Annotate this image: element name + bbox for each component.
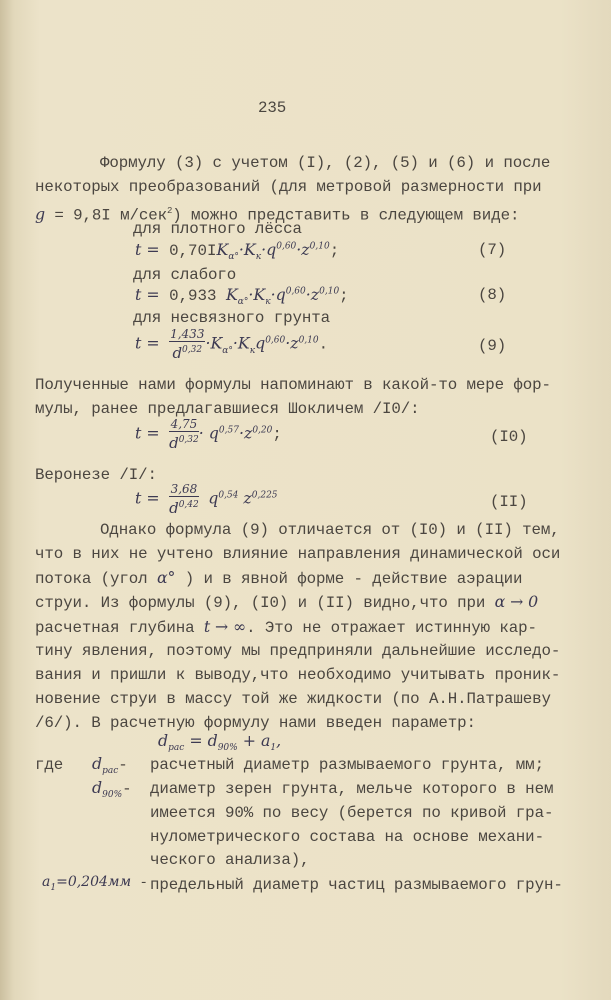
intro-line-2: некоторых преобразований (для метровой размерности при	[35, 178, 542, 196]
para3-line-8: новение струи в массу той же жидкости (по А.Н.Патрашеву	[35, 690, 551, 708]
para3-line-6: тину явления, поэтому мы предприняли дальнейшие исследо-	[35, 642, 561, 660]
intro-line-3-text: ) можно представить в следующем виде:	[172, 206, 520, 225]
g-symbol: g	[35, 204, 46, 224]
equation-number-7: (7)	[478, 241, 507, 259]
alpha-angle: α°	[156, 568, 176, 587]
parameter-equation: $d_{рас} = d_{90\%} + a_1$,	[158, 731, 282, 754]
para2-line-1: Полученные нами формулы напоминают в какой-то мере фор-	[35, 376, 551, 394]
equation-number-11: (II)	[490, 493, 528, 511]
para2-line-2: мулы, ранее предлагавшиеся Шокличем /I0/:	[35, 400, 420, 418]
def-d-90-line-3: нулометрического состава на основе механи-	[150, 828, 544, 846]
equation-number-9: (9)	[478, 337, 507, 355]
case-label-9: для несвязного грунта	[133, 309, 330, 327]
para3-line-9: /6/). В расчетную формулу нами введен параметр:	[35, 714, 476, 732]
para3-line-2: что в них не учтено влияние направления динамической оси	[35, 545, 561, 563]
para3-line-3: потока (угол α° ) и в явной форме - действие аэрации	[35, 568, 523, 588]
para3-line-4: струи. Из формулы (9), (I0) и (II) видно,что при α → 0	[35, 592, 539, 612]
para3-line-5: расчетная глубина t → ∞. Это не отражает истинную кар-	[35, 617, 537, 637]
equation-9: t = $\frac{1,433}{d^{0,32}}$ $\cdot K_{\alpha^\circ}\cdot K_кq^{0,60}\cdot z^{0,10}$.	[135, 327, 329, 362]
veronese-label: Веронезе /I/:	[35, 466, 157, 484]
alpha-to-zero: α → 0	[494, 592, 539, 611]
equation-number-10: (I0)	[490, 428, 528, 446]
case-label-7: для плотного лёсса	[133, 220, 302, 238]
equation-number-8: (8)	[478, 286, 507, 304]
intro-line-1: Формулу (3) с учетом (I), (2), (5) и (6) и после	[100, 154, 551, 172]
g-value: = 9,8I м/сек	[54, 206, 167, 225]
where-label: где	[35, 756, 64, 774]
def-symbol-d-ras: $d_{рас}-$	[92, 754, 128, 777]
equation-7: $t = 0,70IK_{\alpha^\circ}\cdot K_к\cdot q^{0,60}\cdot z^{0,10}$;	[135, 240, 340, 263]
para3-line-7: вания и пришли к выводу,что необходимо учитывать проник-	[35, 666, 561, 684]
para3-line-1: Однако формула (9) отличается от (I0) и (II) тем,	[100, 521, 560, 539]
page-number: 235	[258, 99, 287, 117]
def-d-90-line-4: ческого анализа),	[150, 851, 310, 869]
g-exponent: 2	[166, 206, 173, 216]
def-d-90-line-1: диаметр зерен грунта, мельче которого в нем	[150, 780, 554, 798]
def-symbol-d-90: $d_{90\%}-$	[92, 778, 132, 801]
equation-8: t = 0,933 $K_{\alpha^\circ}\cdot K_к\cdot q^{0,60}\cdot z^{0,10}$;	[135, 285, 349, 308]
equation-11: t = $\frac{3,68}{d^{0,42}}$ $q^{0,54}$ $z^{0,225}$	[135, 482, 278, 517]
def-d-ras-line-1: расчетный диаметр размываемого грунта, мм;	[150, 756, 544, 774]
case-label-8: для слабого	[133, 266, 237, 284]
equation-10: t = $\frac{4,75}{d^{0,32}}$ · $q^{0,57}\cdot z^{0,20}$;	[135, 417, 282, 452]
t-to-infinity: t → ∞	[203, 617, 247, 636]
def-symbol-a1: $a_1=0,204мм$ -	[42, 874, 148, 893]
def-d-90-line-2: имеется 90% по весу (берется по кривой гра-	[150, 804, 554, 822]
def-a1-line-1: предельный диаметр частиц размываемого грун-	[150, 876, 563, 894]
